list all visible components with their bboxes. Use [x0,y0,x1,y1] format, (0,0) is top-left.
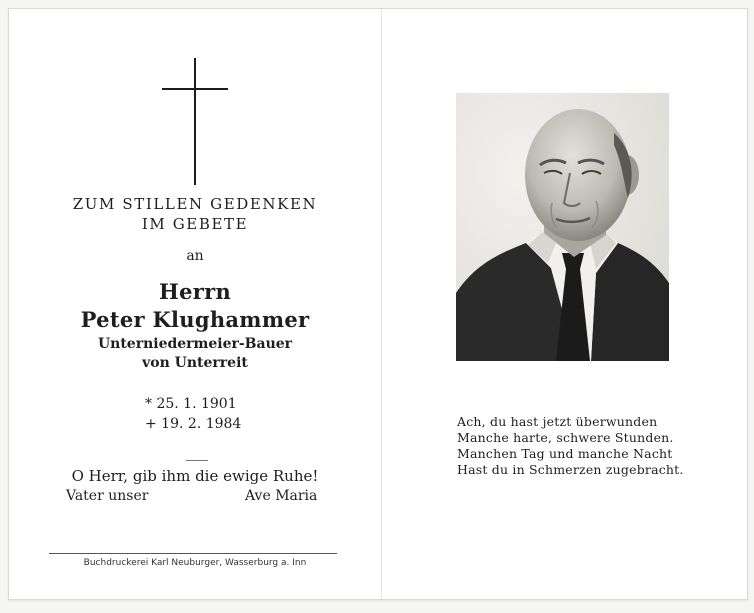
poem-line-1: Ach, du hast jetzt überwunden [457,414,658,429]
poem-line-2: Manche harte, schwere Stunden. [457,430,674,445]
memorial-card [8,8,748,600]
footer-rule [49,553,337,554]
portrait-photo [456,93,669,361]
deceased-name: Peter Klughammer [80,307,310,332]
birth-date: * 25. 1. 1901 [145,396,237,412]
death-date: + 19. 2. 1984 [145,416,242,432]
printer-credit: Buchdruckerei Karl Neuburger, Wasserburg a. Inn [83,558,307,568]
heading-line-2: IM GEBETE [141,215,249,233]
prayer-ave-maria: Ave Maria [245,488,318,504]
preposition: an [186,248,204,264]
cross-horizontal-bar [162,88,228,90]
origin: von Unterreit [142,355,248,371]
heading-line-1: ZUM STILLEN GEDENKEN [72,195,318,213]
card-fold [381,9,382,599]
salutation: Herrn [158,279,232,304]
separator [186,460,208,461]
cross-vertical-bar [194,58,196,185]
prayer-text: O Herr, gib ihm die ewige Ruhe! [71,467,319,485]
occupation: Unterniedermeier-Bauer [97,336,293,352]
prayer-vater-unser: Vater unser [66,488,149,504]
poem-line-4: Hast du in Schmerzen zugebracht. [457,462,684,477]
poem-line-3: Manchen Tag und manche Nacht [457,446,673,461]
